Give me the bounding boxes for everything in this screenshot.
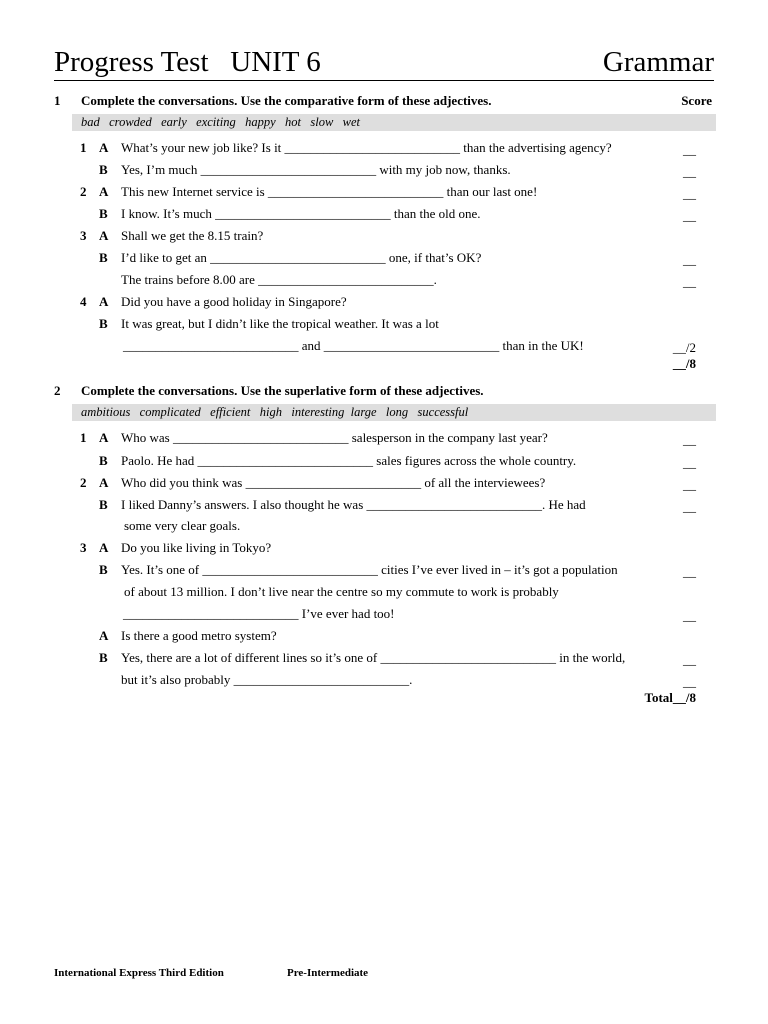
item-text: Shall we get the 8.15 train? — [121, 228, 264, 243]
item-number: 3 — [80, 540, 87, 555]
item-number: 4 — [80, 294, 87, 309]
exercise-1-number: 1 — [54, 93, 61, 108]
page-header — [54, 44, 714, 81]
footer-level: Pre-Intermediate — [287, 967, 369, 979]
item-number: 1 — [80, 430, 87, 445]
score-blank: __ — [683, 499, 696, 514]
speaker-label: A — [99, 540, 109, 555]
item-number: 3 — [80, 228, 87, 243]
score-blank: __ — [683, 142, 696, 157]
speaker-label: A — [99, 430, 109, 445]
item-text: Who did you think was ___________________________ of all the interviewees? — [121, 475, 546, 490]
item-text: Yes, there are a lot of different lines so it’s one of ___________________________ in the world, — [121, 650, 626, 665]
speaker-label: B — [99, 453, 108, 468]
speaker-label: B — [99, 250, 108, 265]
speaker-label: B — [99, 650, 108, 665]
score-blank: __ — [683, 455, 696, 470]
item-text: ___________________________ and ___________________________ than in the UK! — [123, 338, 584, 353]
item-number: 2 — [80, 475, 87, 490]
score-blank: __ — [683, 652, 696, 667]
exercise-2-word-list: ambitious complicated efficient high interesting large long successful — [81, 405, 469, 419]
item-text: Yes. It’s one of ___________________________ cities I’ve ever lived in – it’s got a population — [121, 562, 618, 577]
speaker-label: A — [99, 294, 109, 309]
item-text: I liked Danny’s answers. I also thought he was ___________________________. He had — [121, 497, 586, 512]
score-blank: __ — [683, 208, 696, 223]
speaker-label: A — [99, 140, 109, 155]
item-text: but it’s also probably ___________________________. — [121, 672, 413, 687]
item-text: Is there a good metro system? — [121, 628, 277, 643]
speaker-label: B — [99, 316, 108, 331]
score-blank: __ — [683, 164, 696, 179]
speaker-label: B — [99, 162, 108, 177]
item-text: some very clear goals. — [124, 518, 241, 533]
score-blank: __ — [683, 564, 696, 579]
exercise-1-total: __/8 — [672, 356, 696, 371]
speaker-label: A — [99, 475, 109, 490]
item-text: Who was ___________________________ salesperson in the company last year? — [121, 430, 548, 445]
section-title: Grammar — [602, 46, 714, 78]
score-blank: __ — [683, 186, 696, 201]
item-number: 1 — [80, 140, 87, 155]
score-blank: __ — [683, 432, 696, 447]
exercise-2-instruction: Complete the conversations. Use the superlative form of these adjectives. — [81, 383, 484, 398]
speaker-label: A — [99, 628, 109, 643]
item-text: This new Internet service is ___________________________ than our last one! — [121, 184, 538, 199]
speaker-label: A — [99, 228, 109, 243]
item-text: The trains before 8.00 are ___________________________. — [121, 272, 437, 287]
item-text: Yes, I’m much ___________________________ with my job now, thanks. — [121, 162, 511, 177]
exercise-1-word-list: bad crowded early exciting happy hot slow wet — [81, 115, 361, 129]
speaker-label: B — [99, 562, 108, 577]
item-text: It was great, but I didn’t like the tropical weather. It was a lot — [121, 316, 439, 331]
item-text: I’d like to get an ___________________________ one, if that’s OK? — [121, 250, 482, 265]
footer-book-title: International Express Third Edition — [54, 967, 224, 979]
speaker-label: B — [99, 497, 108, 512]
score-blank: __ — [683, 274, 696, 289]
exercise-2-number: 2 — [54, 383, 61, 398]
score-blank: __ — [683, 674, 696, 689]
item-number: 2 — [80, 184, 87, 199]
item-text: of about 13 million. I don’t live near the centre so my commute to work is probably — [124, 584, 559, 599]
test-title: Progress Test UNIT 6 — [54, 46, 321, 78]
item-text: Paolo. He had ___________________________ sales figures across the whole country. — [121, 453, 577, 468]
exercise-2-total: Total__/8 — [644, 690, 696, 705]
item-text: What’s your new job like? Is it ___________________________ than the advertising agency? — [121, 140, 612, 155]
item-text: ___________________________ I’ve ever had too! — [123, 606, 395, 621]
score-blank: __ — [683, 252, 696, 267]
score-heading: Score — [681, 93, 712, 108]
score-blank: __ — [683, 608, 696, 623]
item-text: Do you like living in Tokyo? — [121, 540, 272, 555]
score-blank: __ — [683, 477, 696, 492]
item-text: I know. It’s much ___________________________ than the old one. — [121, 206, 481, 221]
exercise-1-instruction: Complete the conversations. Use the comparative form of these adjectives. — [81, 93, 492, 108]
score-blank: __/2 — [672, 340, 696, 355]
item-text: Did you have a good holiday in Singapore? — [121, 294, 347, 309]
speaker-label: A — [99, 184, 109, 199]
speaker-label: B — [99, 206, 108, 221]
